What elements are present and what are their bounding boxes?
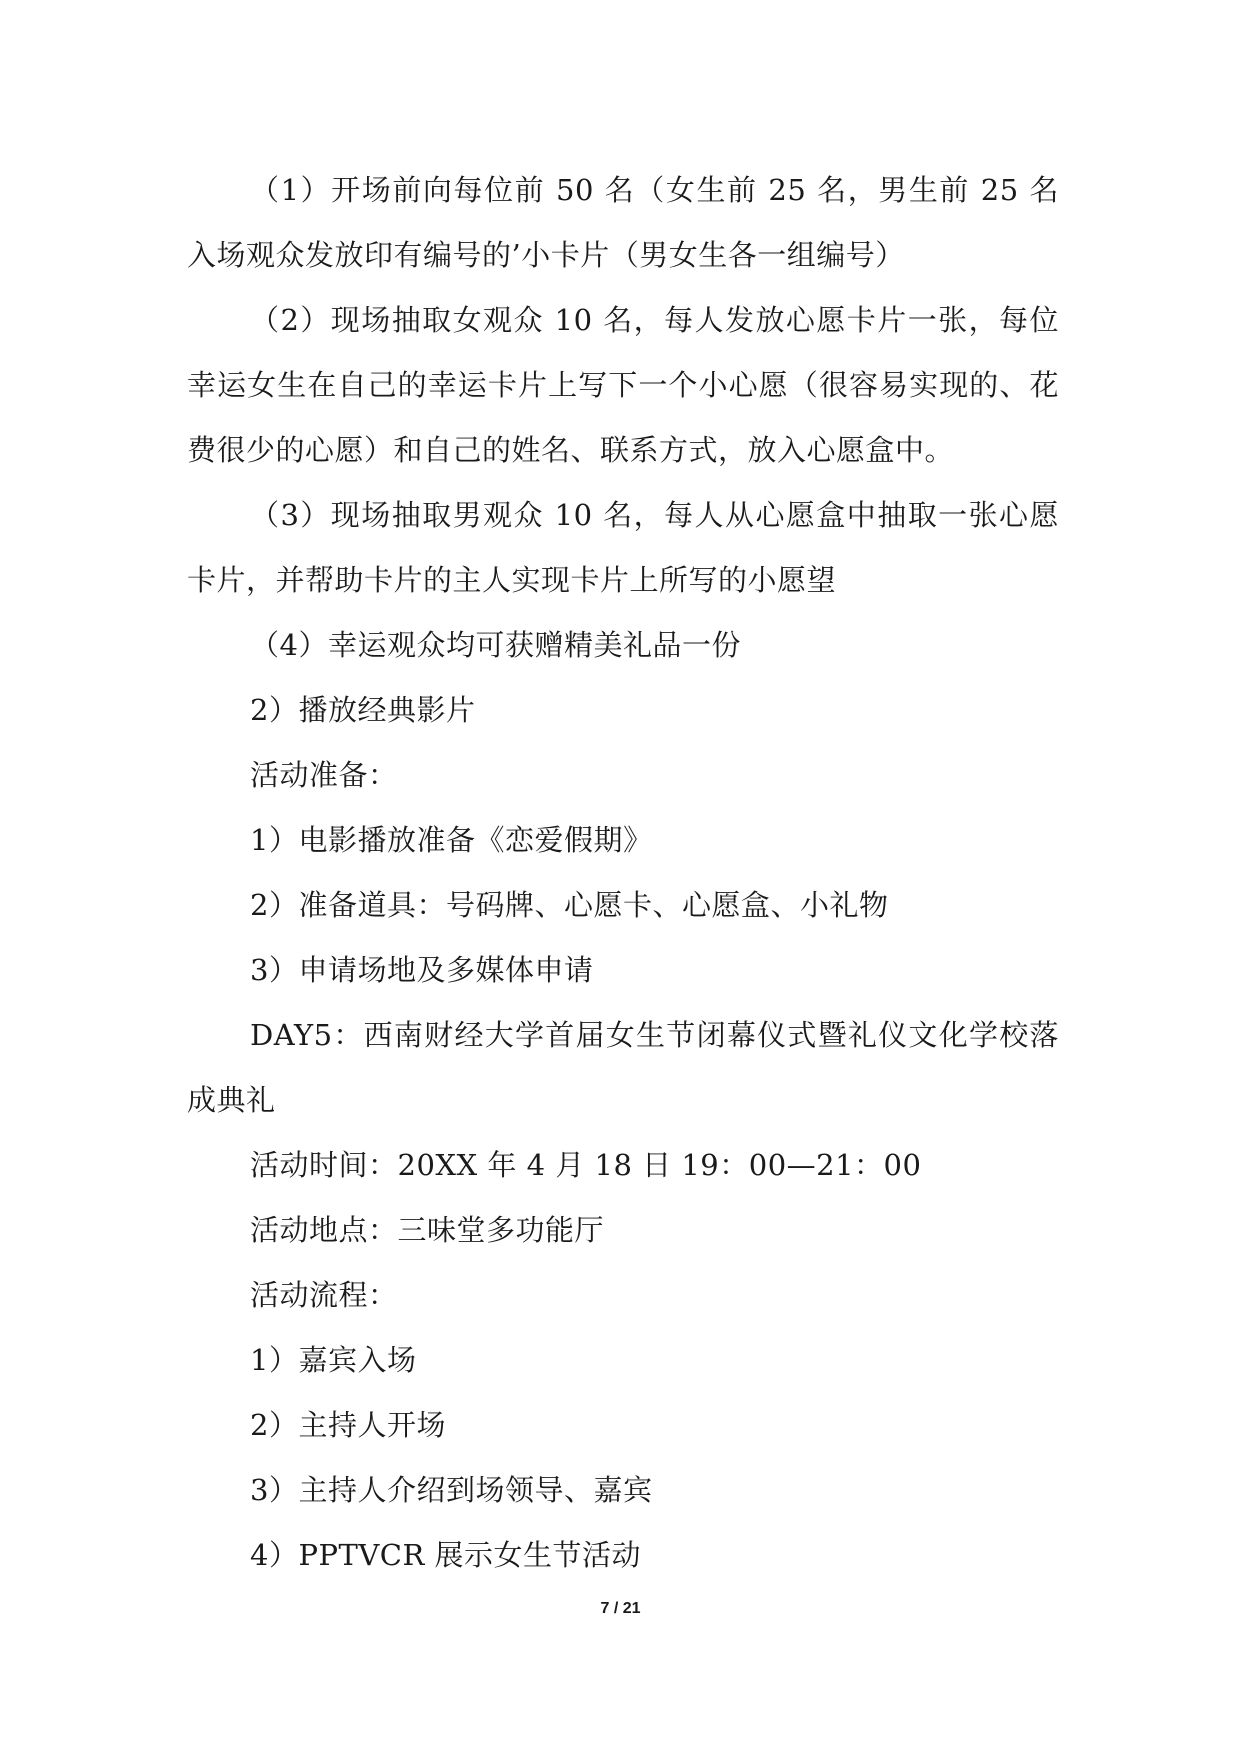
paragraph-8: 2）准备道具：号码牌、心愿卡、心愿盒、小礼物	[250, 888, 889, 922]
paragraph-5: 2）播放经典影片	[250, 693, 476, 727]
paragraph-16: 3）主持人介绍到场领导、嘉宾	[250, 1473, 653, 1507]
paragraph-14: 1）嘉宾入场	[250, 1343, 417, 1377]
paragraph-11: 活动时间：20XX 年 4 月 18 日 19：00—21：00	[250, 1148, 922, 1182]
paragraph-1: （1）开场前向每位前 50 名（女生前 25 名，男生前 25 名入场观众发放印有编号的’小卡片（男女生各一组编号）	[187, 173, 1059, 272]
paragraph-4: （4）幸运观众均可获赠精美礼品一份	[250, 628, 741, 662]
paragraph-6: 活动准备：	[250, 758, 398, 792]
document-body	[187, 158, 1059, 1588]
paragraph-2: （2）现场抽取女观众 10 名，每人发放心愿卡片一张，每位幸运女生在自己的幸运卡片上写下一个小心愿（很容易实现的、花费很少的心愿）和自己的姓名、联系方式，放入心愿盒中。	[187, 303, 1059, 467]
paragraph-9: 3）申请场地及多媒体申请	[250, 953, 594, 987]
paragraph-10: DAY5：西南财经大学首届女生节闭幕仪式暨礼仪文化学校落成典礼	[187, 1018, 1059, 1117]
page-number: 7 / 21	[600, 1600, 641, 1617]
paragraph-3: （3）现场抽取男观众 10 名，每人从心愿盒中抽取一张心愿卡片，并帮助卡片的主人实现卡片上所写的小愿望	[187, 498, 1059, 597]
paragraph-12: 活动地点：三味堂多功能厅	[250, 1213, 605, 1247]
paragraph-17: 4）PPTVCR 展示女生节活动	[250, 1538, 642, 1572]
paragraph-13: 活动流程：	[250, 1278, 398, 1312]
paragraph-7: 1）电影播放准备《恋爱假期》	[250, 823, 653, 857]
paragraph-15: 2）主持人开场	[250, 1408, 446, 1442]
